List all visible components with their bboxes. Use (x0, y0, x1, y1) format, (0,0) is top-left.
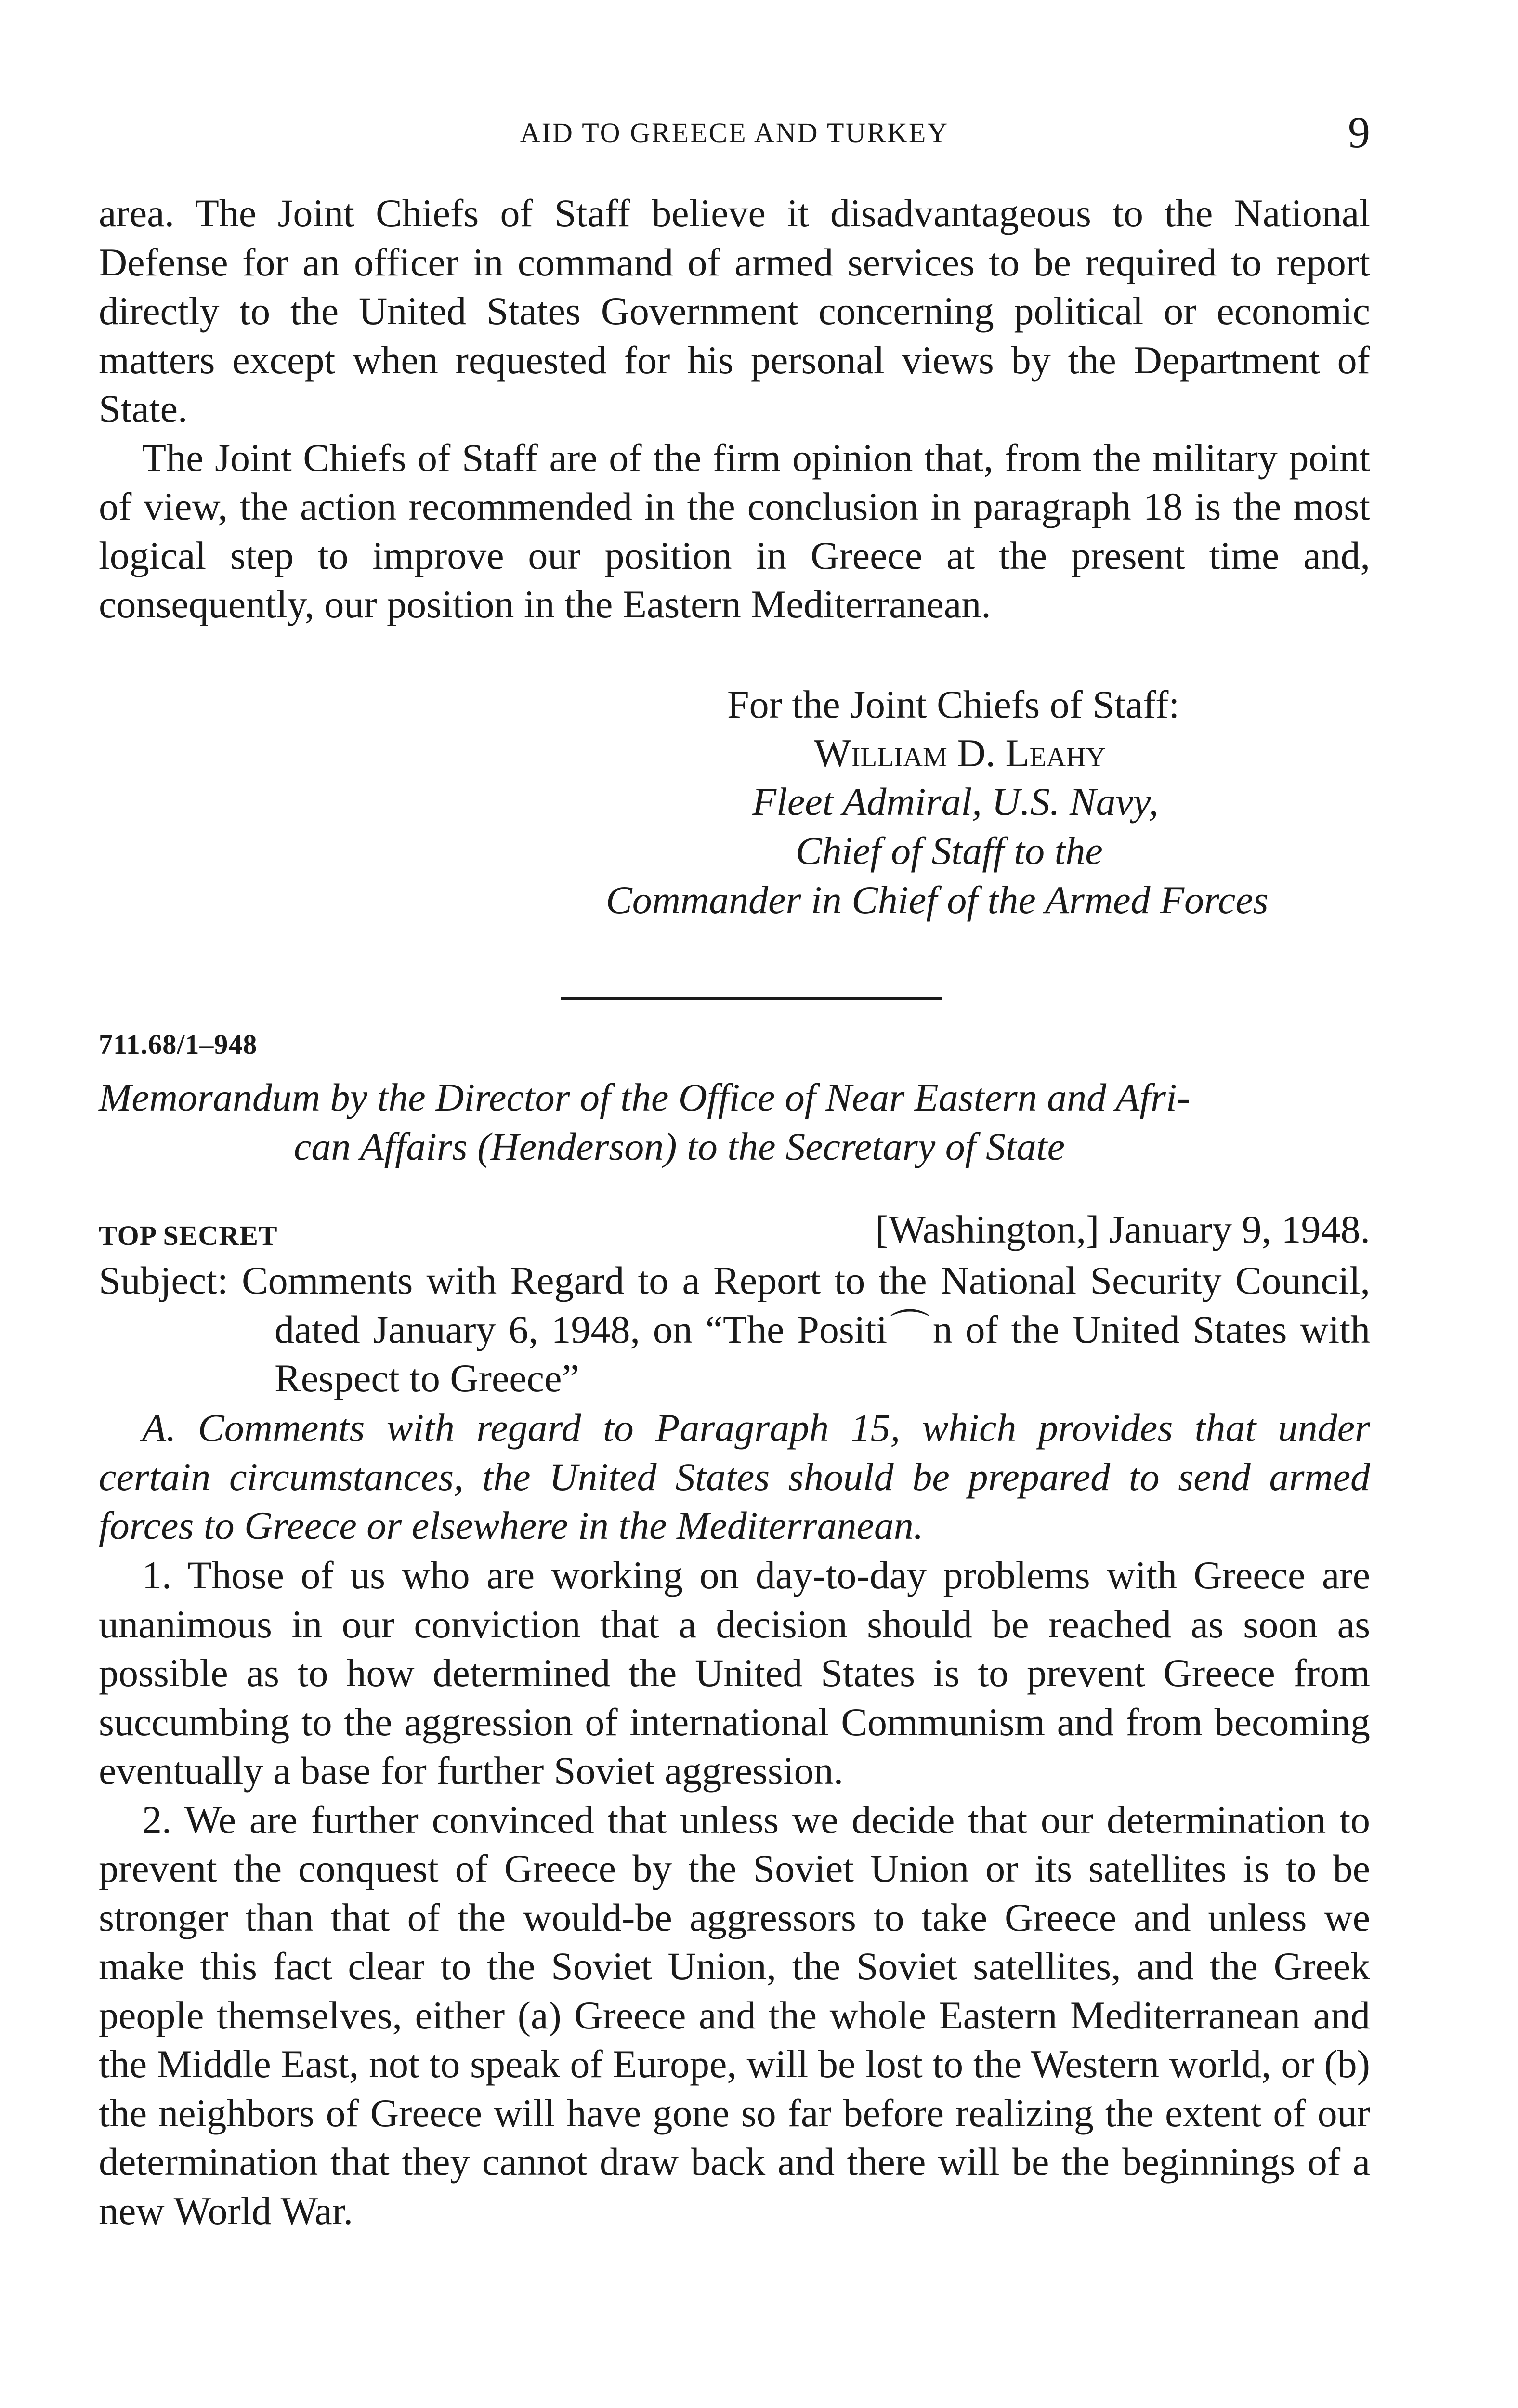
file-number: 711.68/1–948 (99, 1029, 258, 1060)
signatory-rank: Fleet Admiral, U.S. Navy, (752, 780, 1159, 824)
subject-text: Comments with Regard to a Report to the National Security Council, dated January 6, 1948, on “The Positi⌒n of the United States with Respect to Greece” (241, 1258, 1370, 1400)
running-head-title: AID TO GREECE AND TURKEY (520, 117, 949, 148)
signatory-title-1: Chief of Staff to the (796, 829, 1103, 873)
memo-paragraph-2: 2. We are further convinced that unless we decide that our determination to prevent the conquest of Greece by the Soviet Union or its satellites is to be stronger than that of the would-be aggressors to take Greece and unless we make this fact clear to the Soviet Union, the Soviet satellites, and the Greek people themselves, either (a) Greece and the whole Eastern Mediterranean and the Middle East, not to speak of Europe, will be lost to the Western world, or (b) the neighbors of Greece will have gone so far before realizing the extent of our determination that they cannot draw back and there will be the beginnings of a new World War. (99, 1797, 1370, 2233)
subject-line (99, 1256, 1370, 1403)
memo-title-line-2: can Affairs (Henderson) to the Secretary of State (294, 1124, 1065, 1168)
signature-line-1: For the Joint Chiefs of Staff: (727, 682, 1180, 726)
section-divider (561, 997, 942, 1000)
classification-label: TOP SECRET (99, 1220, 278, 1251)
running-head (99, 108, 1370, 164)
signatory-title-2: Commander in Chief of the Armed Forces (606, 878, 1269, 922)
page-number: 9 (1348, 108, 1370, 157)
memo-title-line-1: Memorandum by the Director of the Office of Near Eastern and Afri- (99, 1075, 1191, 1119)
subject-label: Subject: (99, 1258, 228, 1302)
section-a-heading: A. Comments with regard to Paragraph 15, which provides that under certain circumstances, the United States should be prepared to send armed forces to Greece or elsewhere in the Mediterranean. (99, 1406, 1370, 1547)
memo-title (99, 1073, 1370, 1171)
continuation-paragraph-1: area. The Joint Chiefs of Staff believe it disadvantageous to the National Defense for an officer in command of armed services to be required to report directly to the United States Government concerning political or economic matters except when requested for his personal views by the Department of State. (99, 191, 1370, 431)
continuation-text (99, 189, 1370, 629)
subject-block (99, 1256, 1370, 1403)
signatory-name: William D. Leahy (814, 731, 1106, 775)
continuation-paragraph-2: The Joint Chiefs of Staff are of the firm opinion that, from the military point of view, the action recommended in the conclusion in paragraph 18 is the most logical step to improve our position in Greece at the present time and, consequently, our position in the Eastern Mediterranean. (99, 435, 1370, 626)
memo-body (99, 1551, 1370, 2235)
dateline: [Washington,] January 9, 1948. (875, 1207, 1370, 1251)
memo-paragraph-1: 1. Those of us who are working on day-to-day problems with Greece are unanimous in our conviction that a decision should be reached as soon as possible as to how determined the United States is to prevent Greece from succumbing to the aggression of international Communism and from becoming eventually a base for further Soviet aggression. (99, 1553, 1370, 1793)
